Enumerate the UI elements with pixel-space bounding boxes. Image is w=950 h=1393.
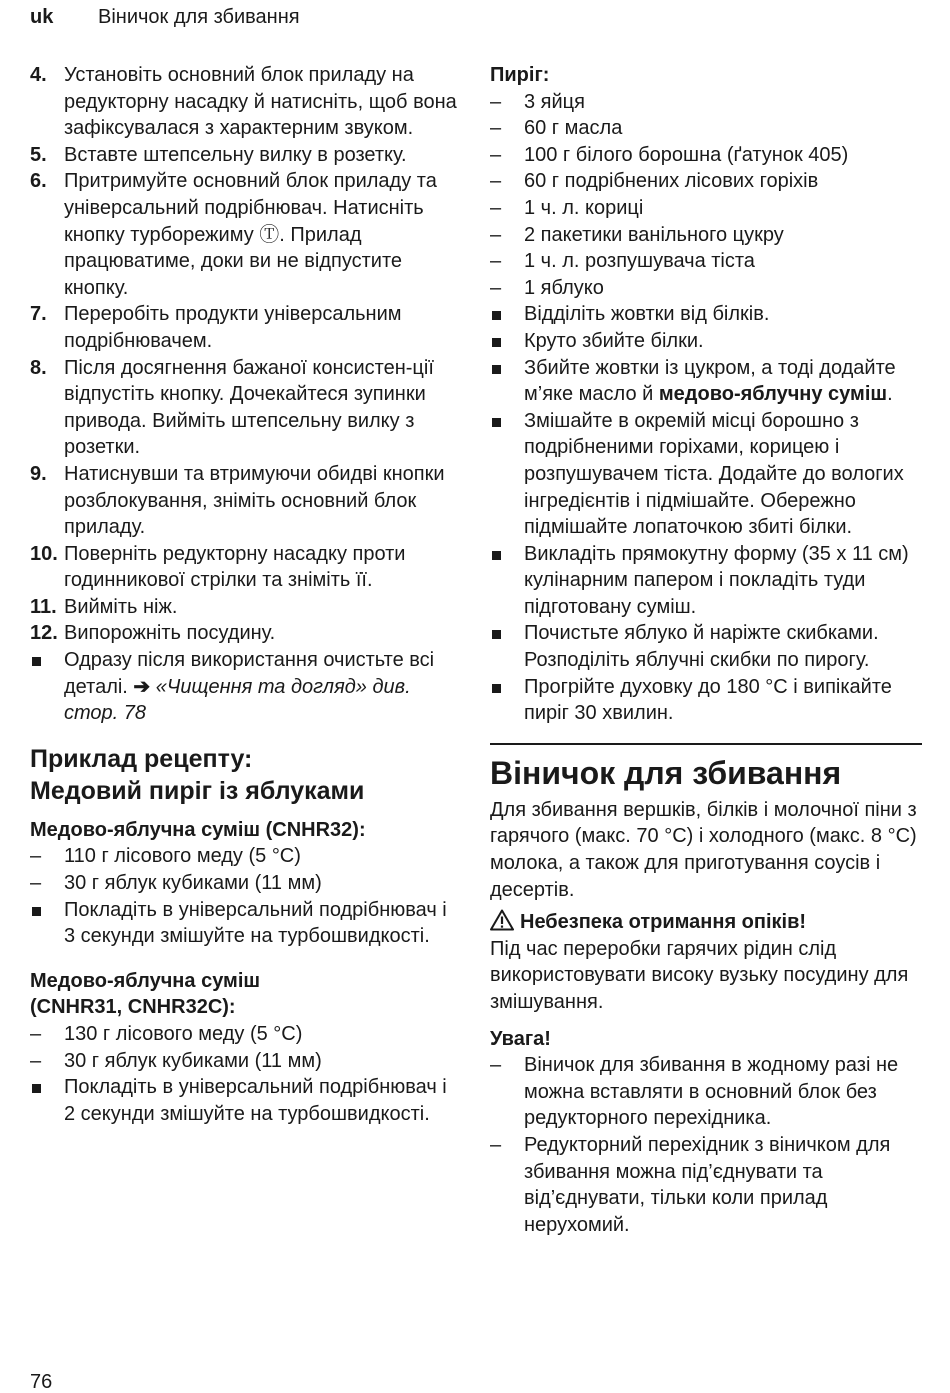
dash-marker: –	[490, 117, 502, 140]
step-text: Випорожніть посудину.	[64, 622, 276, 645]
bullet-icon	[30, 1074, 41, 1101]
dash-marker: –	[490, 276, 502, 299]
list-item	[490, 1052, 922, 1132]
list-item-text: 100 г білого борошна (ґатунок 405)	[524, 143, 849, 166]
dash-marker: –	[490, 223, 502, 246]
step-number: 6.	[30, 170, 47, 193]
dash-marker: –	[490, 1133, 502, 1156]
dash-marker: –	[30, 872, 42, 895]
step-item	[30, 355, 462, 461]
list-item-text: Круто збийте білки.	[524, 329, 704, 352]
pie-title: Пиріг:	[490, 64, 550, 86]
clean-note-text: Одразу після використання очистьте всі деталі.	[64, 649, 435, 698]
step-number: 7.	[30, 303, 47, 326]
dash-marker: –	[490, 196, 502, 219]
clean-note	[30, 647, 462, 727]
header-title: Віничок для збивання	[98, 6, 300, 28]
section-title: Віничок для збивання	[490, 754, 842, 791]
step-item	[30, 594, 462, 621]
bullet-icon	[490, 408, 501, 435]
list-item-text: Почистьте яблуко й наріжте скибками. Розподіліть яблучні скибки по пирогу.	[524, 622, 879, 672]
dash-marker: –	[30, 845, 42, 868]
pie-step-item	[490, 301, 922, 328]
dash-marker: –	[490, 1054, 502, 1077]
list-item	[30, 1048, 462, 1075]
dash-marker: –	[30, 1023, 42, 1045]
step-number: 9.	[30, 462, 47, 485]
attention-title: Увага!	[490, 1027, 551, 1050]
list-item-text	[490, 355, 922, 408]
pie-step-text: Збийте жовтки із цукром, а тоді додайте м’яке масло й	[524, 356, 896, 406]
list-item	[490, 115, 922, 142]
step-item	[30, 142, 462, 169]
list-item	[30, 870, 462, 897]
warning-title: Небезпека отримання опіків!	[490, 909, 922, 936]
list-item	[490, 248, 922, 275]
step-number: 4.	[30, 64, 47, 86]
pie-step-item	[490, 355, 922, 408]
list-item-text: 1 яблуко	[524, 276, 604, 299]
pie-step-item	[490, 408, 922, 541]
pie-step-item	[490, 620, 922, 673]
step-item	[30, 620, 462, 647]
pie-step-tail: .	[887, 383, 893, 406]
section-divider	[490, 743, 922, 745]
attention-list	[490, 1052, 922, 1238]
step-number: 12.	[30, 622, 58, 645]
mix1-title: Медово-яблучна суміш (CNHR32):	[30, 818, 366, 841]
step-text: Після досягнення бажаної консистен-ції відпустіть кнопку. Дочекайтеся зупинки привода. Вийміть штепсельну вилку з розетки.	[64, 356, 434, 459]
step-number: 10.	[30, 542, 58, 565]
bullet-icon	[490, 301, 501, 328]
list-item	[490, 142, 922, 169]
step-number: 11.	[30, 595, 57, 618]
list-item-text: 2 пакетики ванільного цукру	[524, 223, 784, 246]
pie-ingredients	[490, 89, 922, 302]
list-item-text: Викладіть прямокутну форму (35 x 11 см) кулінарним папером і покладіть туди підготовану суміш.	[524, 542, 909, 618]
pie-step-item	[490, 541, 922, 621]
step-text: Натиснувши та втримуючи обидві кнопки розблокування, зніміть основний блок приладу.	[64, 462, 445, 539]
pie-step-item	[490, 328, 922, 355]
list-item	[490, 168, 922, 195]
dash-marker: –	[490, 250, 502, 273]
recipe-title	[30, 743, 462, 807]
list-item	[30, 1021, 462, 1048]
step-item	[30, 541, 462, 594]
dash-marker: –	[30, 1049, 42, 1072]
left-column	[30, 62, 462, 1127]
right-column	[490, 62, 922, 1238]
dash-marker: –	[490, 143, 502, 166]
bullet-icon	[490, 674, 501, 701]
warning-triangle-icon	[490, 909, 514, 931]
step-text: Поверніть редукторну насадку проти годинникової стрілки та зніміть її.	[64, 542, 406, 592]
list-item	[30, 843, 462, 870]
clean-note-ref: «Чищення та догляд» див. стор. 78	[64, 675, 411, 725]
list-item-text: 30 г яблук кубиками (11 мм)	[64, 872, 322, 895]
step-text: Переробіть продукти універсальним подрібнювачем.	[64, 303, 402, 352]
list-item-text: Змішайте в окремій місці борошно з подрібненими горіхами, корицею і розпушувачем тіста. Додайте до вологих інгредієнтів і підмішайте. Обережно підмішайте лопаточкою збиті білки.	[524, 409, 904, 539]
bullet-icon	[490, 355, 501, 382]
list-item-text: 60 г масла	[524, 117, 623, 140]
mix2-ingredients	[30, 1021, 462, 1074]
list-item-text: 110 г лісового меду (5 °C)	[64, 845, 301, 868]
list-item	[490, 275, 922, 302]
bullet-icon	[490, 328, 501, 355]
step-text: Вставте штепсельну вилку в розетку.	[64, 143, 407, 166]
page-number: 76	[30, 1371, 53, 1393]
step-number: 5.	[30, 143, 47, 166]
mix2-title: Медово-яблучна суміш (CNHR31, CNHR32C):	[30, 969, 261, 1019]
list-item-text: 130 г лісового меду (5 °C)	[64, 1023, 303, 1045]
list-item-text: 1 ч. л. кориці	[524, 196, 644, 219]
mix1-ingredients	[30, 843, 462, 896]
step-item	[30, 62, 462, 142]
bullet-icon	[30, 897, 41, 924]
section-intro: Для збивання вершків, білків і молочної піни з гарячого (макс. 70 °C) і холодного (макс. 8 °C) молока, а також для приготування соусів і десертів.	[490, 798, 917, 901]
step-text: Вийміть ніж.	[64, 595, 178, 618]
step-number: 8.	[30, 356, 47, 379]
bullet-icon	[30, 647, 41, 674]
list-item-text: Віничок для збивання в жодному разі не можна вставляти в основний блок без редукторного перехідника.	[524, 1054, 899, 1130]
dash-marker: –	[490, 170, 502, 193]
pie-steps	[490, 301, 922, 727]
list-item-text: 30 г яблук кубиками (11 мм)	[64, 1049, 322, 1072]
arrow-icon: ➔	[133, 675, 151, 698]
step-item	[30, 301, 462, 354]
language-code: uk	[30, 6, 54, 28]
page-header	[30, 4, 300, 30]
step-text: Притримуйте основний блок приладу та універсальний подрібнювач. Натисніть кнопку турборежиму Ⓣ. Прилад працюватиме, доки ви не відпустите кнопку.	[64, 170, 437, 299]
bullet-icon	[490, 541, 501, 568]
steps-list	[30, 62, 462, 647]
recipe-title-line-2: Медовий пиріг із яблуками	[30, 776, 365, 805]
mix2-instruction: Покладіть в універсальний подрібнювач і 2 секунди змішуйте на турбошвидкості.	[30, 1074, 462, 1127]
list-item-text: Прогрійте духовку до 180 °C і випікайте пиріг 30 хвилин.	[524, 675, 892, 725]
pie-step-bold: медово-яблучну суміш	[658, 383, 888, 406]
step-item	[30, 168, 462, 301]
pie-step-item	[490, 674, 922, 727]
list-item-text: Редукторний перехідник з віничком для збивання можна під’єднувати та від’єднувати, тільки коли прилад нерухомий.	[524, 1133, 891, 1236]
list-item	[490, 89, 922, 116]
list-item-text: 60 г подрібнених лісових горіхів	[524, 170, 819, 193]
step-item	[30, 461, 462, 541]
list-item-text: 1 ч. л. розпушувача тіста	[524, 250, 755, 273]
bullet-icon	[490, 620, 501, 647]
list-item-text: 3 яйця	[524, 90, 585, 113]
list-item	[490, 195, 922, 222]
list-item-text: Відділіть жовтки від білків.	[524, 303, 770, 326]
warning-text: Під час переробки гарячих рідин слід використовувати високу вузьку посудину для змішування.	[490, 937, 909, 1013]
list-item	[490, 222, 922, 249]
step-text: Установіть основний блок приладу на редукторну насадку й натисніть, щоб вона зафіксувалася з характерним звуком.	[64, 64, 457, 140]
dash-marker: –	[490, 90, 502, 113]
recipe-title-line-1: Приклад рецепту:	[30, 744, 253, 773]
mix1-instruction: Покладіть в універсальний подрібнювач і 3 секунди змішуйте на турбошвидкості.	[30, 897, 462, 950]
list-item	[490, 1132, 922, 1238]
